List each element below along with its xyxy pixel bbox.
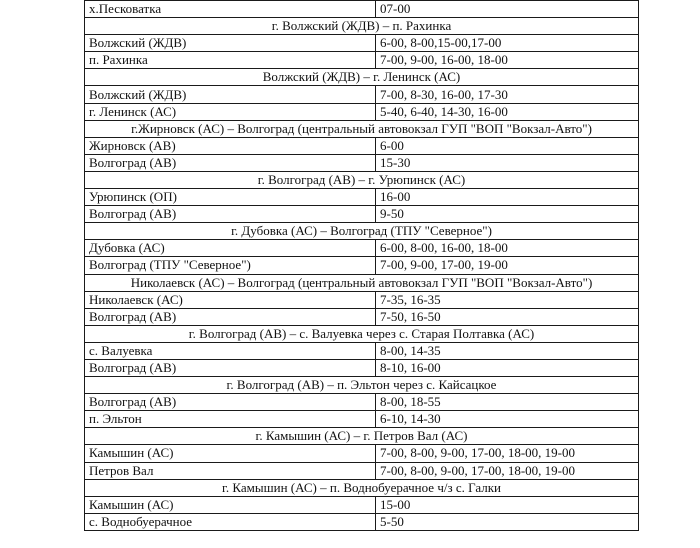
stop-name: х.Песковатка [85,1,376,18]
stop-name: Дубовка (АС) [85,240,376,257]
schedule-row [85,86,639,103]
schedule-row [85,35,639,52]
route-title: г. Волгоград (АВ) – с. Валуевка через с. Старая Полтавка (АС) [85,325,639,342]
route-header-row [85,223,639,240]
stop-name: с. Валуевка [85,342,376,359]
stop-name: п. Рахинка [85,52,376,69]
schedule-row [85,411,639,428]
departure-times: 8-00, 14-35 [376,342,639,359]
stop-name: Волгоград (ТПУ "Северное") [85,257,376,274]
departure-times: 7-00, 9-00, 17-00, 19-00 [376,257,639,274]
schedule-rows [85,1,639,531]
route-header-row [85,274,639,291]
schedule-row [85,154,639,171]
schedule-row [85,257,639,274]
stop-name: Волжский (ЖДВ) [85,86,376,103]
stop-name: Камышин (АС) [85,496,376,513]
stop-name: Волгоград (АВ) [85,308,376,325]
schedule-document [84,0,638,531]
schedule-row [85,496,639,513]
departure-times: 16-00 [376,189,639,206]
route-title: г. Камышин (АС) – п. Воднобуерачное ч/з с. Галки [85,479,639,496]
stop-name: г. Ленинск (АС) [85,103,376,120]
departure-times: 7-00, 8-00, 9-00, 17-00, 18-00, 19-00 [376,445,639,462]
schedule-row [85,291,639,308]
stop-name: Жирновск (АВ) [85,137,376,154]
route-title: г. Волгоград (АВ) – п. Эльтон через с. Кайсацкое [85,377,639,394]
schedule-row [85,206,639,223]
schedule-row [85,394,639,411]
schedule-row [85,308,639,325]
departure-times: 7-50, 16-50 [376,308,639,325]
stop-name: Волгоград (АВ) [85,394,376,411]
schedule-row [85,137,639,154]
departure-times: 8-00, 18-55 [376,394,639,411]
schedule-row [85,342,639,359]
stop-name: Николаевск (АС) [85,291,376,308]
route-header-row [85,479,639,496]
route-header-row [85,377,639,394]
departure-times: 5-40, 6-40, 14-30, 16-00 [376,103,639,120]
route-title: г.Жирновск (АС) – Волгоград (центральный автовокзал ГУП "ВОП "Вокзал-Авто") [85,120,639,137]
bus-schedule-table [84,0,639,531]
departure-times: 6-00, 8-00, 16-00, 18-00 [376,240,639,257]
stop-name: Волжский (ЖДВ) [85,35,376,52]
route-header-row [85,120,639,137]
schedule-row [85,445,639,462]
stop-name: Петров Вал [85,462,376,479]
stop-name: Волгоград (АВ) [85,206,376,223]
departure-times: 15-00 [376,496,639,513]
stop-name: Волгоград (АВ) [85,154,376,171]
departure-times: 7-00, 9-00, 16-00, 18-00 [376,52,639,69]
route-title: г. Волгоград (АВ) – г. Урюпинск (АС) [85,171,639,188]
route-header-row [85,69,639,86]
route-title: Николаевск (АС) – Волгоград (центральный автовокзал ГУП "ВОП "Вокзал-Авто") [85,274,639,291]
route-header-row [85,171,639,188]
departure-times: 6-10, 14-30 [376,411,639,428]
stop-name: Волгоград (АВ) [85,359,376,376]
departure-times: 15-30 [376,154,639,171]
route-title: г. Волжский (ЖДВ) – п. Рахинка [85,18,639,35]
departure-times: 9-50 [376,206,639,223]
schedule-row [85,240,639,257]
schedule-row [85,513,639,530]
departure-times: 6-00 [376,137,639,154]
schedule-row [85,359,639,376]
departure-times: 6-00, 8-00,15-00,17-00 [376,35,639,52]
departure-times: 7-00, 8-30, 16-00, 17-30 [376,86,639,103]
schedule-row [85,462,639,479]
route-header-row [85,325,639,342]
route-title: г. Камышин (АС) – г. Петров Вал (АС) [85,428,639,445]
route-title: г. Дубовка (АС) – Волгоград (ТПУ "Северное") [85,223,639,240]
stop-name: Камышин (АС) [85,445,376,462]
stop-name: Урюпинск (ОП) [85,189,376,206]
departure-times: 07-00 [376,1,639,18]
route-header-row [85,18,639,35]
departure-times: 7-35, 16-35 [376,291,639,308]
schedule-row [85,103,639,120]
route-title: Волжский (ЖДВ) – г. Ленинск (АС) [85,69,639,86]
schedule-row [85,189,639,206]
schedule-row [85,1,639,18]
stop-name: с. Воднобуерачное [85,513,376,530]
departure-times: 8-10, 16-00 [376,359,639,376]
stop-name: п. Эльтон [85,411,376,428]
route-header-row [85,428,639,445]
departure-times: 7-00, 8-00, 9-00, 17-00, 18-00, 19-00 [376,462,639,479]
schedule-row [85,52,639,69]
departure-times: 5-50 [376,513,639,530]
